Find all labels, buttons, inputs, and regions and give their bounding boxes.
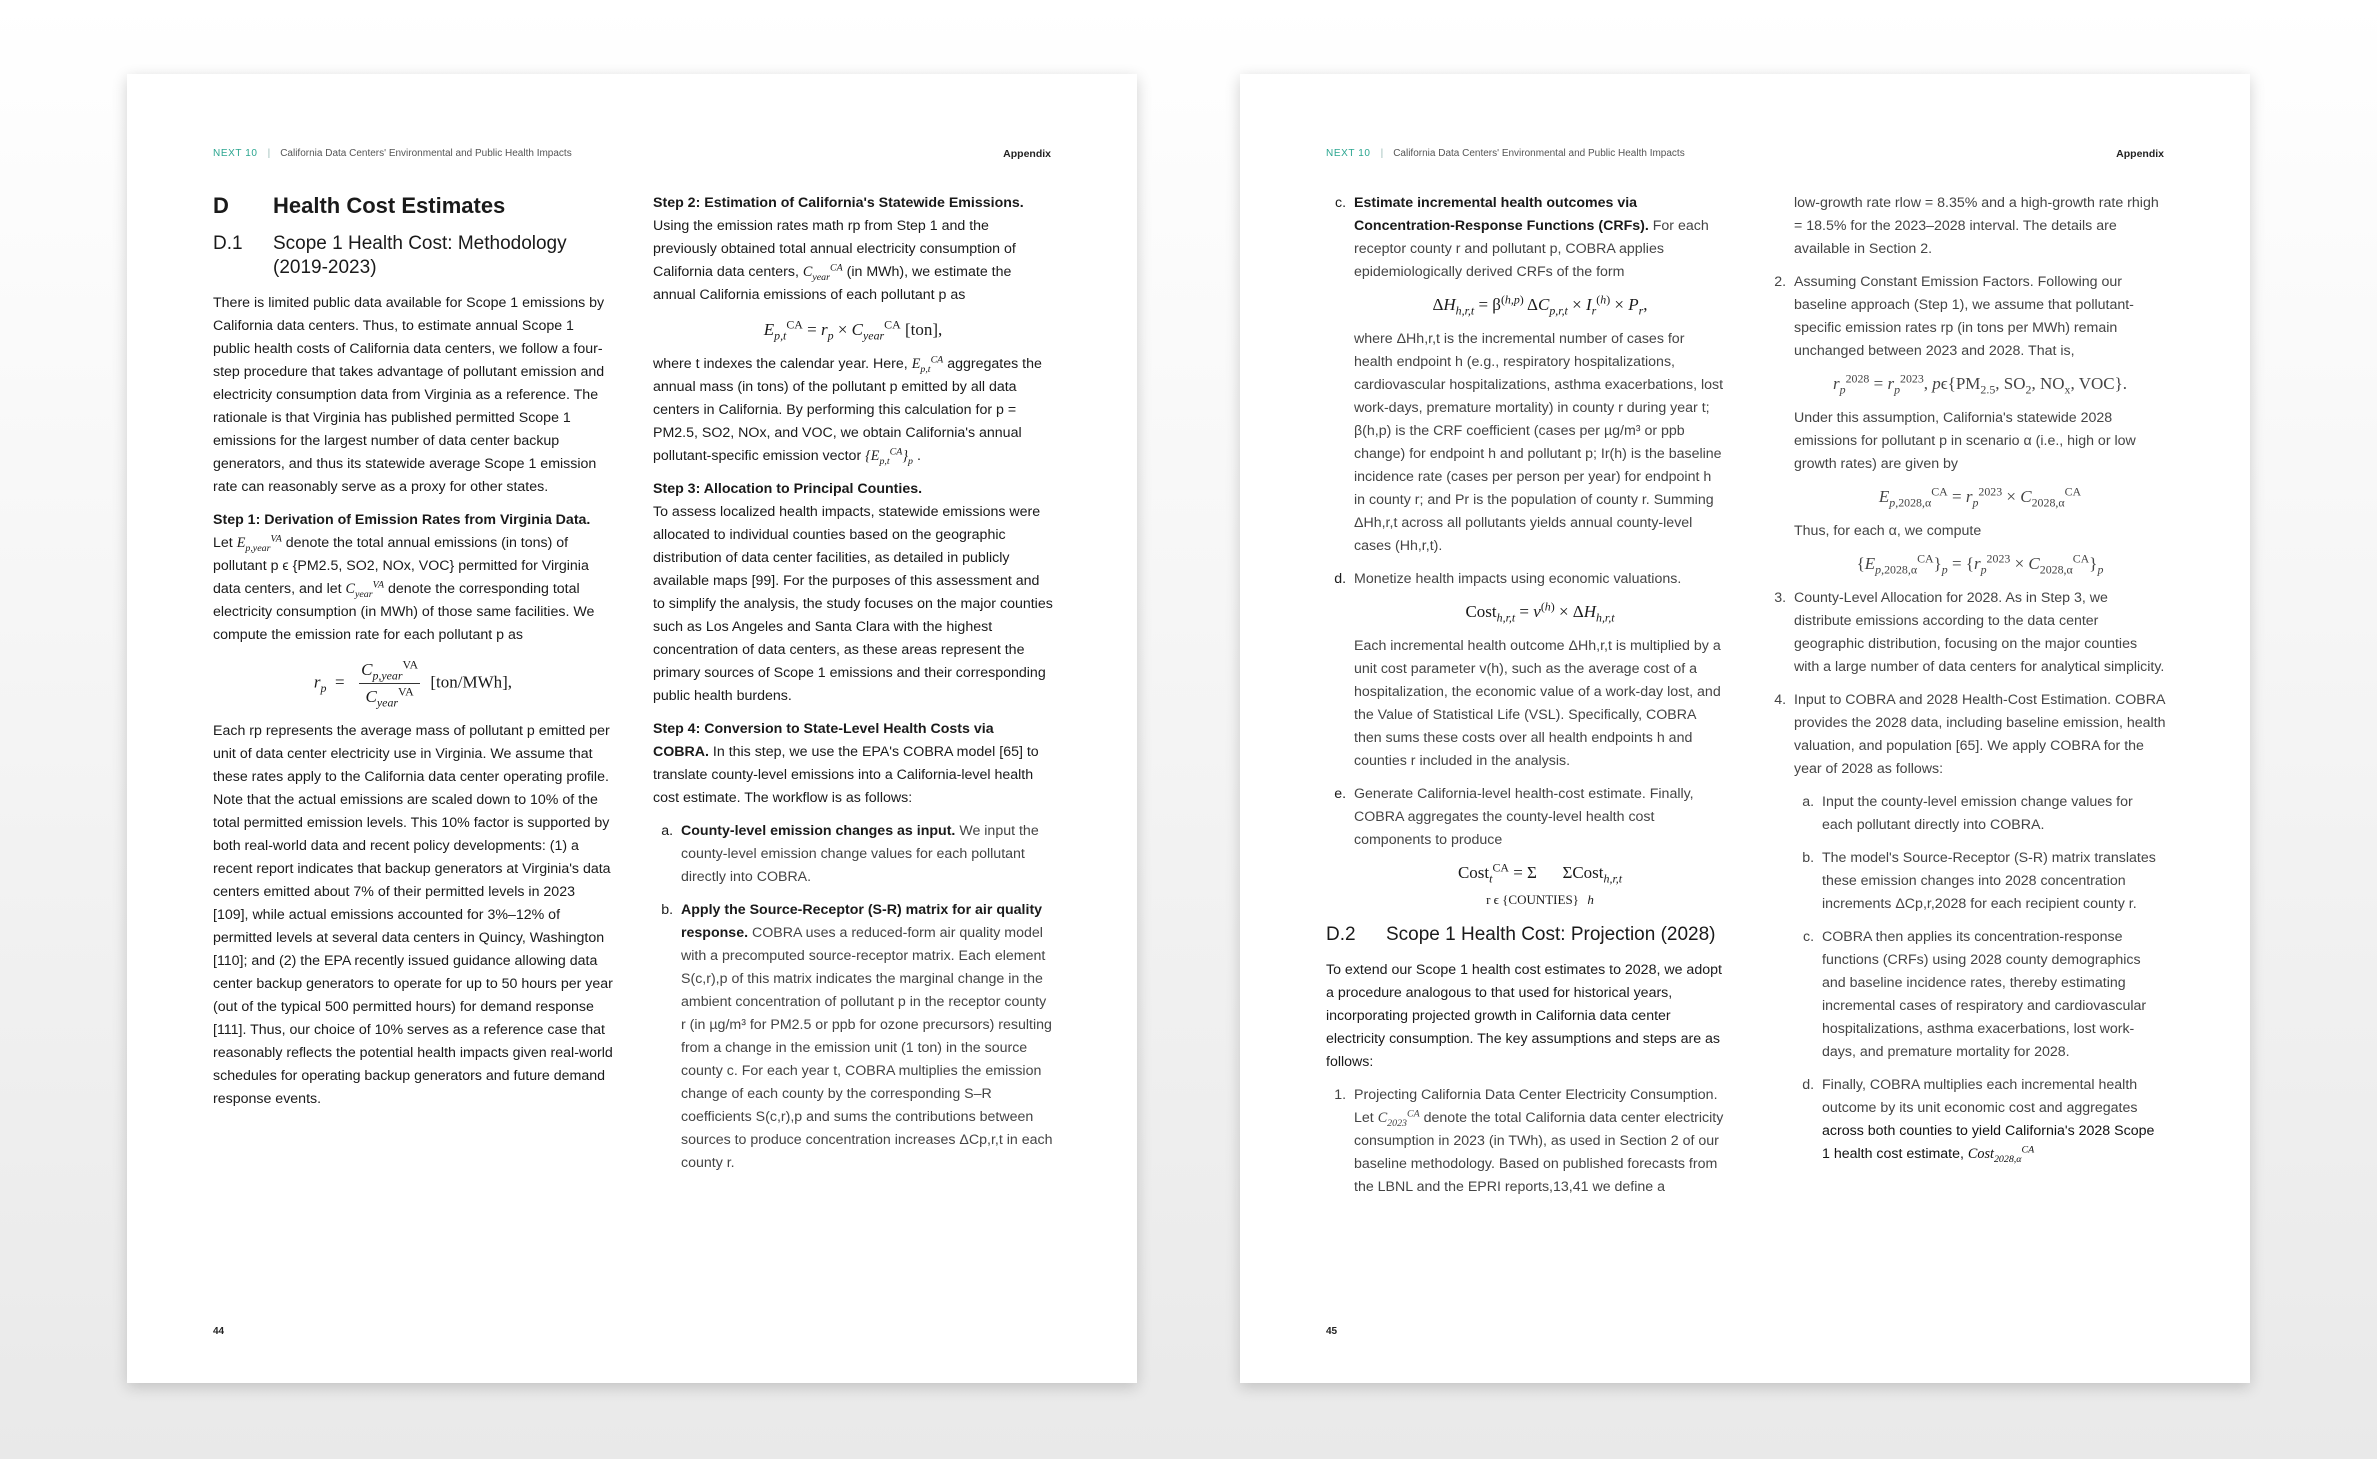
step1-title: Step 1: Derivation of Emission Rates from Virginia Data. bbox=[213, 512, 591, 528]
left-column-2 bbox=[653, 192, 1053, 1185]
projection-steps-list bbox=[1326, 1084, 1726, 1199]
n2-text-c: Thus, for each α, we compute bbox=[1794, 523, 1982, 539]
page-45 bbox=[1240, 74, 2250, 1383]
list-item bbox=[1350, 568, 1726, 773]
brand-label: NEXT 10 bbox=[213, 148, 258, 159]
equation-total-cost: Cost$_t^{CA}$ = Σ ΣCost$_{h,r,t}$ r ϵ {COUNTIES} h bbox=[1457, 860, 1623, 907]
section-number: D bbox=[213, 193, 229, 218]
step1-paragraph bbox=[213, 509, 613, 647]
step2-paragraph bbox=[653, 192, 1053, 307]
item-a-title: County-level emission changes as input. bbox=[681, 823, 956, 839]
subsection-heading-d2 bbox=[1326, 923, 1726, 947]
subsection-title: Scope 1 Health Cost: Methodology (2019-2023) bbox=[273, 233, 567, 278]
formula-C-2023: $C_{2023}^{CA}$ bbox=[1377, 1108, 1420, 1129]
page-44 bbox=[127, 74, 1137, 1383]
equation-2028-vector: $\{E_{p,2028,\alpha}^{CA}\}_p = \{r_p^{2023} \times C_{2028,\alpha}^{CA}\}_p$ bbox=[1856, 551, 2104, 577]
d2-intro-paragraph: To extend our Scope 1 health cost estimates to 2028, we adopt a procedure analogous to that used for historical years, incorporating projected growth in California data center electricity consumption. The key assumptions and steps are as follows: bbox=[1326, 962, 1722, 1070]
formula-cost-2028: Cost$_{2028,\alpha}^{CA}$ bbox=[1967, 1144, 2035, 1165]
intro-paragraph: There is limited public data available for Scope 1 emissions by California data centers. Thus, to estimate annual Scope 1 public health costs of California data centers, we follow a four-step procedure that takes advantage of pollutant emission and electricity consumption data from Virginia as a reference. The rationale is that Virginia has published permitted Scope 1 emissions for the largest number of data center backup generators, and thus its statewide average Scope 1 emission rate can reasonably serve as a proxy for other states. bbox=[213, 295, 605, 495]
document-title: California Data Centers' Environmental and Public Health Impacts bbox=[280, 148, 572, 159]
list-item bbox=[1790, 587, 2166, 679]
running-header bbox=[213, 148, 1051, 164]
running-header bbox=[1326, 148, 2164, 164]
n4-a-text: Input the county-level emission change values for each pollutant directly into COBRA. bbox=[1822, 794, 2133, 833]
n4-d-text-b: across both counties to yield California's 2028 Scope 1 health cost estimate, bbox=[1822, 1123, 2155, 1162]
workflow-list-continued bbox=[1326, 192, 1726, 913]
equation-ca-emissions: $E_{p,t}^{CA} = r_p \times C_{year}^{CA}$ [ton], bbox=[763, 317, 943, 343]
list-item bbox=[1818, 791, 2166, 837]
projection-steps-list-continued bbox=[1766, 271, 2166, 1166]
page-number: 45 bbox=[1326, 1326, 1338, 1337]
n3-text: County-Level Allocation for 2028. As in Step 3, we distribute emissions according to the data center geographic distribution, focusing on the major counties with a large number of data centers for analytical simplicity. bbox=[1794, 590, 2165, 675]
subsection-number: D.2 bbox=[1326, 924, 1356, 945]
equation-crf: $\Delta H_{h,r,t} = \beta^{(h,p)}$ $\Delta C_{p,r,t} \times I_r^{(h)} \times P_r$, bbox=[1432, 292, 1648, 318]
list-item bbox=[1790, 689, 2166, 1166]
cobra-2028-list bbox=[1794, 791, 2166, 1166]
subsection-number: D.1 bbox=[213, 233, 243, 254]
n1-text-a: Projecting California Data Center Electricity Consumption. Let bbox=[1354, 1087, 1718, 1126]
list-item bbox=[1350, 1084, 1726, 1199]
step4-title: Step 4: Conversion to State-Level Health Costs via COBRA. bbox=[653, 721, 994, 760]
section-label: Appendix bbox=[2116, 148, 2164, 160]
eq-counties-label: r ϵ {COUNTIES} bbox=[1486, 892, 1579, 907]
n2-text-b: Under this assumption, California's statewide 2028 emissions for pollutant p in scenario α (i.e., high or low growth rates) are given by bbox=[1794, 410, 2136, 472]
document-title: California Data Centers' Environmental and Public Health Impacts bbox=[1393, 148, 1685, 159]
header-separator: | bbox=[267, 148, 271, 159]
step2-title: Step 2: Estimation of California's Statewide Emissions. bbox=[653, 195, 1024, 211]
header-separator: | bbox=[1380, 148, 1384, 159]
item-d-text: Each incremental health outcome ΔHh,r,t is multiplied by a unit cost parameter v(h), such as the average cost of a hospitalization, the economic value of a work-day lost, and the Value of Statistical Life (VSL). Specifically, COBRA then sums these costs over all health endpoints h and counties r included in the analysis. bbox=[1354, 638, 1721, 769]
workflow-list bbox=[653, 820, 1053, 1175]
page-number: 44 bbox=[213, 1326, 225, 1337]
item-c-title: Estimate incremental health outcomes via Concentration-Response Functions (CRFs). bbox=[1354, 195, 1649, 234]
step2-after-text-b: aggregates the annual mass (in tons) of the pollutant p emitted by all data centers in California. By performing this calculation for p = PM2.5, SO2, NOx, and VOC, we obtain California's annual pollutant-specific emission vector bbox=[653, 356, 1042, 464]
formula-emission-vector: $\{E_{p,t}^{CA}\}_p$ bbox=[865, 446, 914, 467]
item-c-text: For each receptor county r and pollutant p, COBRA applies epidemiologically derived CRFs of the form bbox=[1354, 218, 1709, 280]
section-title: Health Cost Estimates bbox=[273, 193, 506, 218]
equation-constant-rate: $r_p^{2028} = r_p^{2023}$, $p\epsilon\{PM_{2.5}$, $SO_2$, $NO_x$, VOC}. bbox=[1832, 371, 2127, 397]
formula-C-VA: $C_{year}^{VA}$ bbox=[345, 579, 385, 600]
eq1-unit: [ton/MWh], bbox=[430, 672, 513, 692]
list-item bbox=[677, 820, 1053, 889]
n4-text: Input to COBRA and 2028 Health-Cost Estimation. COBRA provides the 2028 data, including baseline emission, health valuation, and population [65]. We apply COBRA for the year of 2028 as follows: bbox=[1794, 692, 2166, 777]
list-item bbox=[1818, 1074, 2166, 1166]
step1-after-paragraph: Each rp represents the average mass of pollutant p emitted per unit of data center electricity use in Virginia. We assume that these rates apply to the California data center operating profile. Note that the actual emissions are scaled down to 10% of the total permitted emission levels. This 10% factor is supported by both real-world data and recent policy developments: (1) a recent report indicates that backup generators at Virginia's data centers emitted about 7% of their permitted levels in 2023 [109], while actual emissions accounted for 3%–12% of permitted levels at several data centers in Quincy, Washington [110]; and (2) the EPA recently issued guidance allowing data center backup generators to operate for up to 50 hours per year (out of the typical 500 permitted hours) for demand response [111]. Thus, our choice of 10% serves as a reference case that reasonably reflects the potential health impacts given real-world schedules for operating backup generators and future demand response events. bbox=[213, 723, 613, 1107]
n4-c-text: COBRA then applies its concentration-response functions (CRFs) using 2028 county demographics and baseline incidence rates, thereby estimating incremental cases of respiratory and cardiovascular hospitalizations, asthma exacerbations, lost work-days, and premature mortality for 2028. bbox=[1822, 929, 2147, 1060]
left-column-1 bbox=[213, 192, 613, 1121]
step4-text: In this step, we use the EPA's COBRA model [65] to translate county-level emissions into a California-level health cost estimate. The workflow is as follows: bbox=[653, 744, 1039, 806]
step2-after-paragraph: where t indexes the calendar year. Here, $E_{p,t}^{CA}$ aggregates the annual mass (in tons) of the pollutant p emitted by all data centers in California. By performing this calculation for p = PM2.5, SO2, NOx, and VOC, we obtain California's annual pollutant-specific emission vector $\{E_{p,t}^{CA}\}_p$ . bbox=[653, 354, 1042, 467]
step2-text-a: Using the emission rates math rp from Step 1 and the previously obtained total annual electricity consumption of California data centers, bbox=[653, 218, 1016, 280]
n2-text-a: Assuming Constant Emission Factors. Following our baseline approach (Step 1), we assume that pollutant-specific emission rates rp (in tons per MWh) remain unchanged between 2023 and 2028. That is, bbox=[1794, 274, 2134, 359]
step1-text-a: Let bbox=[213, 535, 233, 551]
item-a-text: We input the county-level emission change values for each pollutant directly into COBRA. bbox=[681, 823, 1039, 885]
section-heading bbox=[213, 192, 613, 220]
step3-paragraph bbox=[653, 478, 1053, 708]
n4-b-text: The model's Source-Receptor (S-R) matrix translates these emission changes into 2028 concentration increments ΔCp,r,2028 for each recipient county r. bbox=[1822, 850, 2156, 912]
list-item bbox=[1350, 192, 1726, 558]
equation-emission-rate: $r_p$ = $\frac{C_{p,year}^{VA}}{C_{year}^{VA}}$ [ton/MWh], bbox=[313, 657, 513, 710]
step3-title: Step 3: Allocation to Principal Counties. bbox=[653, 481, 923, 497]
step3-text: To assess localized health impacts, statewide emissions were allocated to individual counties based on the geographic distribution of data center facilities, as detailed in publicly available maps [99]. For the purposes of this assessment and to simplify the analysis, the study focuses on the major counties such as Los Angeles and Santa Clara with the highest concentration of data centers, as these areas represent the primary sources of Scope 1 emissions and their corresponding public health burdens. bbox=[653, 504, 1053, 704]
equation-monetize: Cost$_{h,r,t}$ = $v^{(h)} \times \Delta H_{h,r,t}$ bbox=[1465, 599, 1615, 625]
step1-text-c: denote the corresponding total electricity consumption (in MWh) of those same facilities. We compute the emission rate for each pollutant p as bbox=[213, 581, 595, 643]
eq2-unit: [ton], bbox=[904, 320, 943, 339]
section-label: Appendix bbox=[1003, 148, 1051, 160]
step1-text-b: denote the total annual emissions (in tons) of pollutant p ϵ {PM2.5, SO2, NOx, VOC} permitted for Virginia data centers, and let bbox=[213, 535, 589, 597]
list-item bbox=[1790, 271, 2166, 577]
formula-E-CA: $E_{p,t}^{CA}$ bbox=[911, 354, 944, 375]
right-column-1 bbox=[1326, 192, 1726, 1209]
list-item bbox=[1818, 847, 2166, 916]
list-item bbox=[1350, 783, 1726, 913]
item-e-title: Generate California-level health-cost estimate. bbox=[1354, 786, 1646, 802]
step2-after-text-a: where t indexes the calendar year. Here, bbox=[653, 356, 908, 372]
formula-C-CA: $C_{year}^{CA}$ bbox=[802, 262, 843, 283]
list-item bbox=[1818, 926, 2166, 1064]
item-c-after: where ΔHh,r,t is the incremental number of cases for health endpoint h (e.g., respiratory hospitalizations, cardiovascular hospitalizations, asthma exacerbations, lost work-days, premature mortality) in county r during year t; β(h,p) is the CRF coefficient (cases per µg/m³ or ppb change) for endpoint h and pollutant p; Ir(h) is the baseline incidence rate (cases per person per year) for endpoint h in county r; and Pr is the population of county r. Summing ΔHh,r,t across all pollutants yields annual county-level cases (Hh,r,t). bbox=[1354, 331, 1724, 554]
step2-text-b: (in MWh), we estimate the annual California emissions of each pollutant p as bbox=[653, 264, 1012, 303]
eq1-lhs: r bbox=[313, 672, 321, 692]
equation-2028-emissions: $E_{p,2028,\alpha}^{CA} = r_p^{2023} \times C_{2028,\alpha}^{CA}$ bbox=[1878, 484, 2082, 510]
n4-d-text-a: Finally, COBRA multiplies each incremental health outcome by its unit economic cost and aggregates bbox=[1822, 1077, 2138, 1116]
formula-E-VA: $E_{p,year}^{VA}$ bbox=[236, 533, 282, 554]
brand-label: NEXT 10 bbox=[1326, 148, 1371, 159]
list-item bbox=[677, 899, 1053, 1175]
item-d-title: Monetize health impacts using economic valuations. bbox=[1354, 571, 1682, 587]
n1-continued: low-growth rate rlow = 8.35% and a high-growth rate rhigh = 18.5% for the 2023–2028 interval. The details are available in Section 2. bbox=[1794, 195, 2159, 257]
item-b-text: COBRA uses a reduced-form air quality model with a precomputed source-receptor matrix. Each element S(c,r),p of this matrix indicates the marginal change in the ambient concentration of pollutant p in the receptor county r (in µg/m³ for PM2.5 or ppb for ozone precursors) resulting from a change in the emission unit (1 ton) in the source county c. For each year t, COBRA multiplies the emission change of each county by the corresponding S–R coefficients S(c,r),p and sums the contributions between sources to produce concentration increases ΔCp,r,t in each county r. bbox=[681, 925, 1053, 1171]
right-column-2 bbox=[1766, 192, 2166, 1176]
item-e-text: Finally, COBRA aggregates the county-level health cost components to produce bbox=[1354, 786, 1694, 848]
step4-paragraph bbox=[653, 718, 1053, 810]
n1-text-b: denote the total California data center electricity consumption in 2023 (in TWh), as used in Section 2 of our baseline methodology. Based on published forecasts from the LBNL and the EPRI reports,13,41 we define a bbox=[1354, 1110, 1724, 1195]
item-b-title: Apply the Source-Receptor (S-R) matrix for air quality response. bbox=[681, 902, 1043, 941]
subsection-title: Scope 1 Health Cost: Projection (2028) bbox=[1386, 924, 1716, 945]
subsection-heading bbox=[213, 232, 613, 280]
